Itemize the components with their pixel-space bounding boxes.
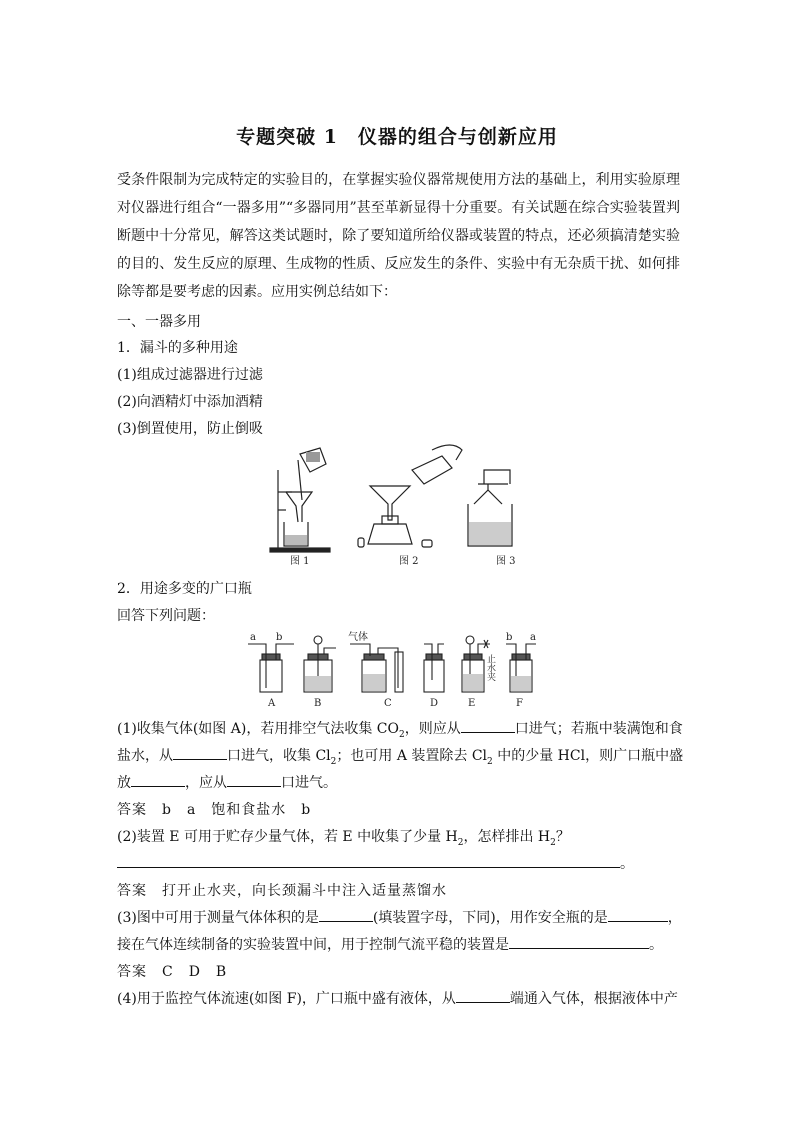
question-3-line-2: 接在气体连续制备的实验装置中间，用于控制气流平稳的装置是 。 (117, 934, 680, 954)
answer-blank[interactable] (131, 772, 185, 787)
bottle-d (424, 644, 444, 692)
port-b-label-f: b (506, 632, 513, 643)
answer-blank[interactable] (456, 988, 510, 1003)
item-heading-bottle: 2．用途多变的广口瓶 (117, 581, 252, 597)
fig1-caption: 图 1 (290, 556, 310, 567)
answer-2: 答案 打开止水夹，向长颈漏斗中注入适量蒸馏水 (117, 883, 447, 899)
question-3-line-1: (3)图中可用于测量气体体积的是 (填装置字母，下同)，用作安全瓶的是 ， (117, 907, 680, 927)
question-2: (2)装置 E 可用于贮存少量气体，若 E 中收集了少量 $H_2$，怎样排出 $H_2$？ (117, 829, 570, 848)
bottle-f (506, 644, 536, 692)
answer-blank[interactable] (173, 745, 227, 760)
funnel-use-2: (2)向酒精灯中添加酒精 (117, 394, 263, 410)
question-4: (4)用于监控气体流速(如图 F)，广口瓶中盛有液体，从 端通入气体，根据液体中产 (117, 988, 680, 1008)
answer-blank[interactable] (319, 907, 373, 922)
port-b-label: b (276, 632, 283, 643)
funnel-use-1: (1)组成过滤器进行过滤 (117, 367, 263, 383)
anti-suckback-setup (468, 470, 512, 546)
filtration-setup (270, 448, 330, 552)
answer-blank[interactable] (509, 934, 649, 949)
funnel-figure (262, 440, 532, 570)
clamp-label: 止水夹 (485, 654, 495, 681)
fig3-caption: 图 3 (496, 556, 516, 567)
page-title: 专题突破 1 仪器的组合与创新应用 (236, 126, 558, 148)
answer-1: 答案 b a 饱和食盐水 b (117, 802, 312, 818)
answer-blank[interactable] (227, 772, 281, 787)
bottle-a (248, 644, 294, 692)
answer-blank[interactable] (608, 907, 668, 922)
funnel-use-3: (3)倒置使用，防止倒吸 (117, 421, 263, 437)
bottle-c (350, 644, 403, 692)
question-2-answer-line: 。 (117, 853, 680, 873)
label-c: C (384, 698, 392, 709)
intro-paragraph: 受条件限制为完成特定的实验目的，在掌握实验仪器常规使用方法的基础上，利用实验原理对仪器进行组合“一器多用”“多器同用”甚至革新显得十分重要。有关试题在综合实验装置判断题中十分常见，解答这类试题时，除了要知道所给仪器或装置的特点，还必须搞清楚实验的目的、发生反应的原理、生成物的性质、反应发生的条件、实验中有无杂质干扰、如何排除等都是要考虑的因素。应用实例总结如下： (117, 172, 680, 300)
question-1-line-1: (1)收集气体(如图 A)，若用排空气法收集 $CO_2$，则应从 口进气；若瓶中装满饱和食 (117, 718, 680, 740)
answer-3: 答案 C D B (117, 964, 228, 980)
label-a: A (268, 698, 276, 709)
section-heading: 一、一器多用 (117, 314, 201, 330)
item-heading-funnel: 1．漏斗的多种用途 (117, 340, 238, 356)
label-e: E (468, 698, 476, 709)
label-b: B (314, 698, 322, 709)
port-a-label-f: a (530, 632, 536, 643)
label-d: D (430, 698, 439, 709)
fig2-caption: 图 2 (399, 556, 419, 567)
question-1-line-2: 盐水，从 口进气，收集 $Cl_2$；也可用 A 装置除去 $Cl_2$ 中的少量 HCl，则广口瓶中盛 (117, 745, 680, 767)
alcohol-lamp-setup (358, 445, 462, 547)
bottle-figure (240, 630, 550, 710)
prompt-text: 回答下列问题： (117, 608, 215, 624)
label-f: F (516, 698, 523, 709)
answer-blank[interactable] (461, 718, 515, 733)
answer-blank[interactable] (117, 853, 620, 868)
question-1-line-3: 放 ，应从 口进气。 (117, 772, 680, 792)
gas-label: 气体 (348, 632, 368, 643)
port-a-label: a (250, 632, 256, 643)
bottle-b (304, 636, 336, 692)
